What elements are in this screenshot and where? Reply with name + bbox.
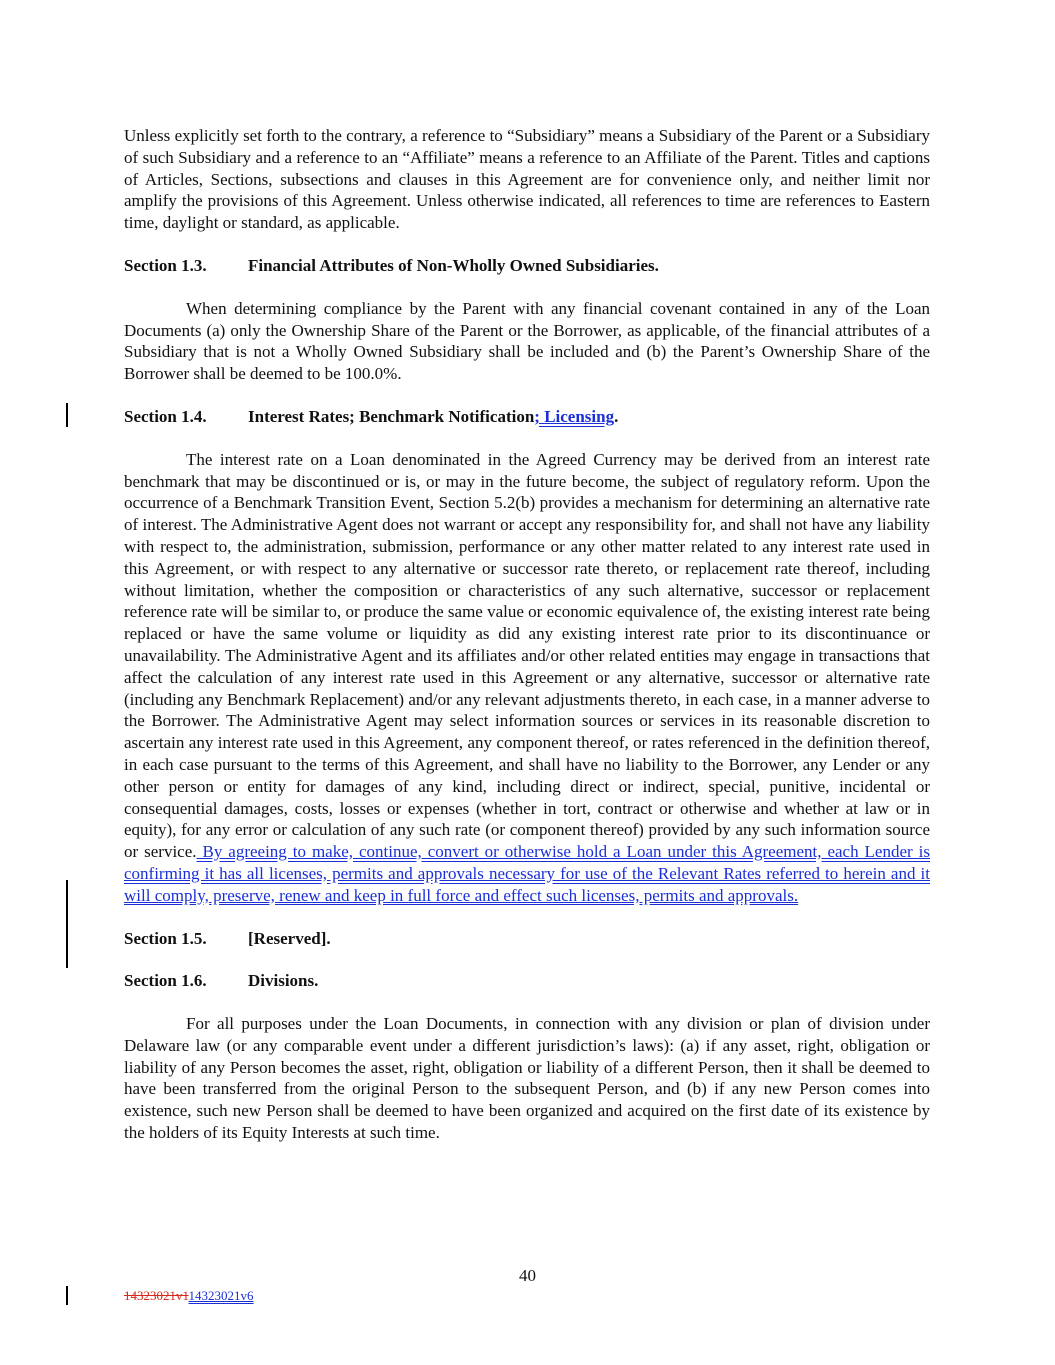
change-bar-section-1-4 [66,403,68,427]
document-id-footer [124,1288,254,1304]
deleted-document-id: 14323021v1 [124,1288,189,1303]
section-1-4-original-text: The interest rate on a Loan denominated in the Agreed Currency may be derived from an interest rate benchmark that may be discontinued or is, or may in the future become, the subject of regulatory reform. Upon the occurrence of a Benchmark Transition Event, Section 5.2(b) provides a mechanism for determining an alternative rate of interest. The Administrative Agent does not warrant or accept any responsibility for, and shall not have any liability with respect to, the administration, submission, performance or any other matter related to any interest rate used in this Agreement, or with respect to any alternative or successor rate thereto, or replacement rate thereof, including without limitation, whether the composition or characteristics of any such alternative, successor or replacement reference rate will be similar to, or produce the same value or economic equivalence of, the existing interest rate being replaced or have the same volume or liquidity as did any existing interest rate prior to its discontinuance or unavailability. The Administrative Agent and its affiliates and/or other related entities may engage in transactions that affect the calculation of any interest rate used in this Agreement or any alternative, successor or alternative rate (including any Benchmark Replacement) and/or any relevant adjustments thereto, in each case, in a manner adverse to the Borrower. The Administrative Agent may select information sources or services in its reasonable discretion to ascertain any interest rate used in this Agreement, any component thereof, or rates referenced in the definition thereof, in each case pursuant to the terms of this Agreement, and shall have no liability to the Borrower, any Lender or any other person or entity for damages of any kind, including direct or indirect, special, punitive, incidental or consequential damages, costs, losses or expenses (whether in tort, contract or otherwise and whether at law or in equity), for any error or calculation of any such rate (or component thereof) provided by any such information source or service. [124,449,930,862]
section-title: Interest Rates; Benchmark Notification [248,406,535,426]
inserted-licensing-text: By agreeing to make, continue, convert or otherwise hold a Loan under this Agreement, each Lender is confirming it has all licenses, permits and approvals necessary for use of the Relevant Rates referred to herein and it will comply, preserve, renew and keep in full force and effect such licenses, permits and approvals. [124,842,930,905]
document-page [124,125,930,1144]
page-number: 40 [519,1266,536,1285]
section-number: Section 1.5. [124,928,207,948]
title-period: . [614,406,619,426]
section-1-6-heading [124,970,930,992]
intro-paragraph: Unless explicitly set forth to the contrary, a reference to “Subsidiary” means a Subsidiary of the Parent or a Subsidiary of such Subsidiary and a reference to an “Affiliate” means a reference to an Affiliate of the Parent. Titles and captions of Articles, Sections, subsections and clauses in this Agreement are for convenience only, and neither limit nor amplify the provisions of this Agreement. Unless otherwise indicated, all references to time are references to Eastern time, daylight or standard, as applicable. [124,126,930,233]
section-number: Section 1.3. [124,255,207,275]
section-1-3-heading [124,255,930,277]
inserted-document-id: 14323021v6 [188,1288,254,1303]
section-title: Financial Attributes of Non-Wholly Owned Subsidiaries. [248,255,659,275]
change-bar-footer [66,1286,68,1305]
section-title: Divisions. [248,971,319,991]
section-1-5-heading [124,928,930,950]
change-bar-licensing-insert [66,880,68,968]
section-number: Section 1.4. [124,406,207,426]
section-1-4-heading [124,406,930,428]
section-1-6-body: For all purposes under the Loan Documents, in connection with any division or plan of division under Delaware law (or any comparable event under a different jurisdiction’s laws): (a) if any asset, right, obligation or liability of any Person becomes the asset, right, obligation or liability of a different Person, then it shall be deemed to have been transferred from the original Person to the subsequent Person, and (b) if any new Person comes into existence, such new Person shall be deemed to have been organized and acquired on the first date of its existence by the holders of its Equity Interests at such time. [124,1014,930,1143]
section-1-4-body [124,449,930,907]
section-1-3-body: When determining compliance by the Parent with any financial covenant contained in any of the Loan Documents (a) only the Ownership Share of the Parent or the Borrower, as applicable, of the financial attributes of a Subsidiary that is not a Wholly Owned Subsidiary shall be included and (b) the Parent’s Ownership Share of the Borrower shall be deemed to be 100.0%. [124,298,930,384]
section-number: Section 1.6. [124,971,207,991]
section-title: [Reserved]. [248,928,331,948]
inserted-title-text: ; Licensing [534,406,615,426]
